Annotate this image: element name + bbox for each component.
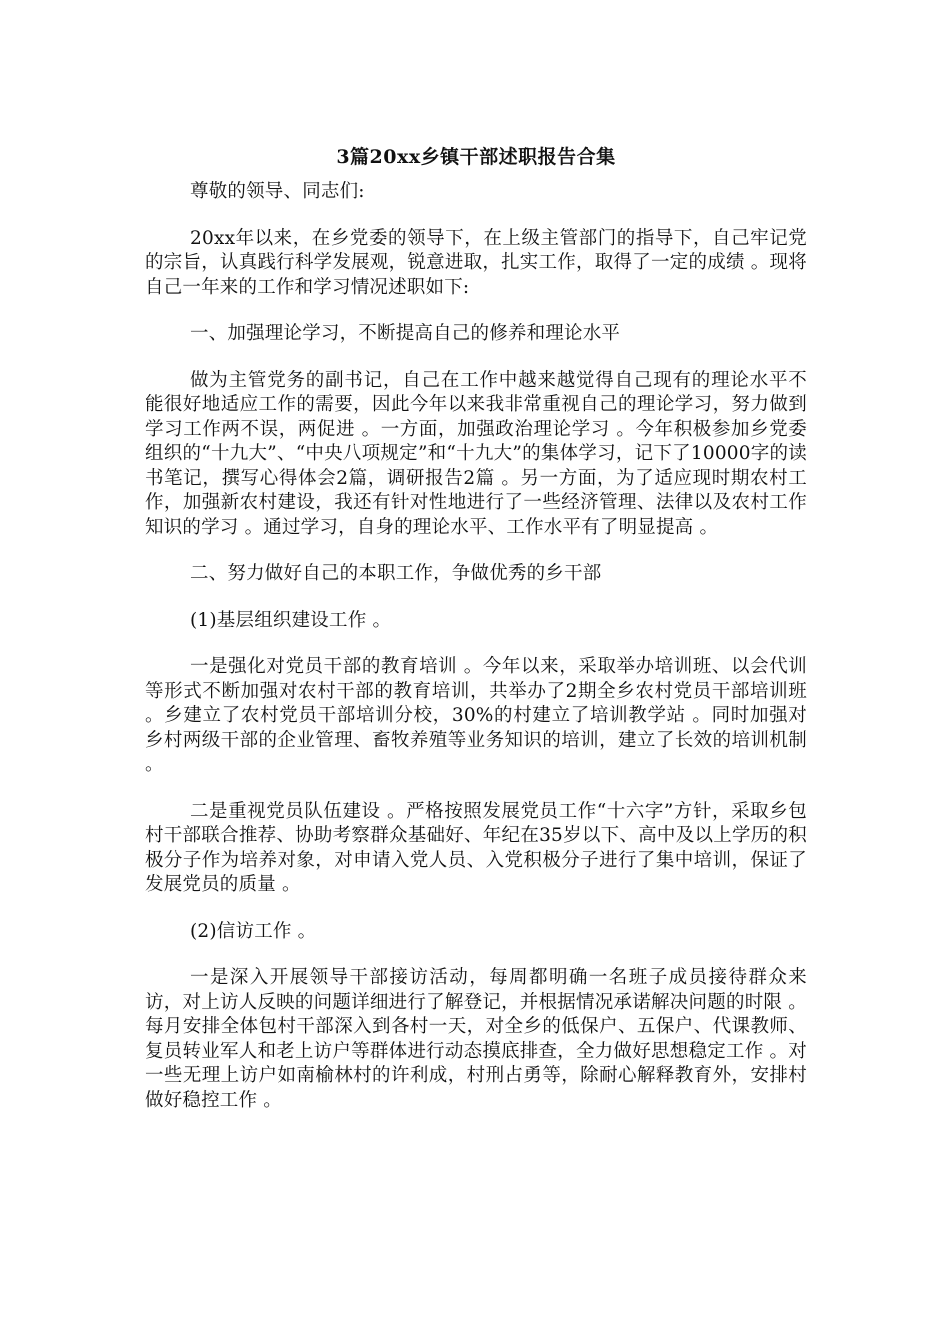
party-building-paragraph: 二是重视党员队伍建设 。严格按照发展党员工作“十六字”方针，采取乡包村干部联合推荐、协助考察群众基础好、年纪在35岁以下、高中及以上学历的积极分子作为培养对象，对申请入党人员、入党积极分子进行了集中培训，保证了发展党员的质量 。 xyxy=(145,800,807,895)
salutation: 尊敬的领导、同志们: xyxy=(190,181,365,202)
petition-work-paragraph: 一是深入开展领导干部接访活动，每周都明确一名班子成员接待群众来访，对上访人反映的问题详细进行了解登记，并根据情况承诺解决问题的时限 。每月安排全体包村干部深入到各村一天，对全乡的低保户、五保户、代课教师、复员转业军人和老上访户等群体进行动态摸底排查，全力做好思想稳定工作 。对一些无理上访户如南榆林村的许利成，村刑占勇等，除耐心解释教育外，安排村做好稳控工作 。 xyxy=(145,967,807,1111)
section-heading-2: 二、努力做好自己的本职工作，争做优秀的乡干部 xyxy=(190,563,602,584)
training-paragraph: 一是强化对党员干部的教育培训 。今年以来，采取举办培训班、以会代训等形式不断加强对农村干部的教育培训，共举办了2期全乡农村党员干部培训班 。乡建立了农村党员干部培训分校，30%的村建立了培训教学站 。同时加强对乡村两级干部的企业管理、畜牧养殖等业务知识的培训，建立了长效的培训机制 。 xyxy=(145,656,807,775)
subsection-heading-2: (2)信访工作 。 xyxy=(190,920,317,942)
document-page xyxy=(145,142,807,1135)
theory-study-paragraph: 做为主管党务的副书记，自己在工作中越来越觉得自己现有的理论水平不能很好地适应工作的需要，因此今年以来我非常重视自己的理论学习，努力做到学习工作两不误，两促进 。一方面，加强政治理论学习 。今年积极参加乡党委组织的“十九大”、“中央八项规定”和“十九大”的集体学习，记下了10000字的读书笔记，撰写心得体会2篇，调研报告2篇 。另一方面，为了适应现时期农村工作，加强新农村建设，我还有针对性地进行了一些经济管理、法律以及农村工作知识的学习 。通过学习，自身的理论水平、工作水平有了明显提高 。 xyxy=(145,369,807,538)
section-heading-1: 一、加强理论学习，不断提高自己的修养和理论水平 xyxy=(190,323,621,344)
document-title: 3篇20xx乡镇干部述职报告合集 xyxy=(336,146,616,168)
subsection-heading-1: (1)基层组织建设工作 。 xyxy=(190,609,392,631)
intro-paragraph: 20xx年以来，在乡党委的领导下，在上级主管部门的指导下，自己牢记党的宗旨，认真践行科学发展观，锐意进取，扎实工作，取得了一定的成绩 。现将自己一年来的工作和学习情况述职如下: xyxy=(145,227,807,298)
